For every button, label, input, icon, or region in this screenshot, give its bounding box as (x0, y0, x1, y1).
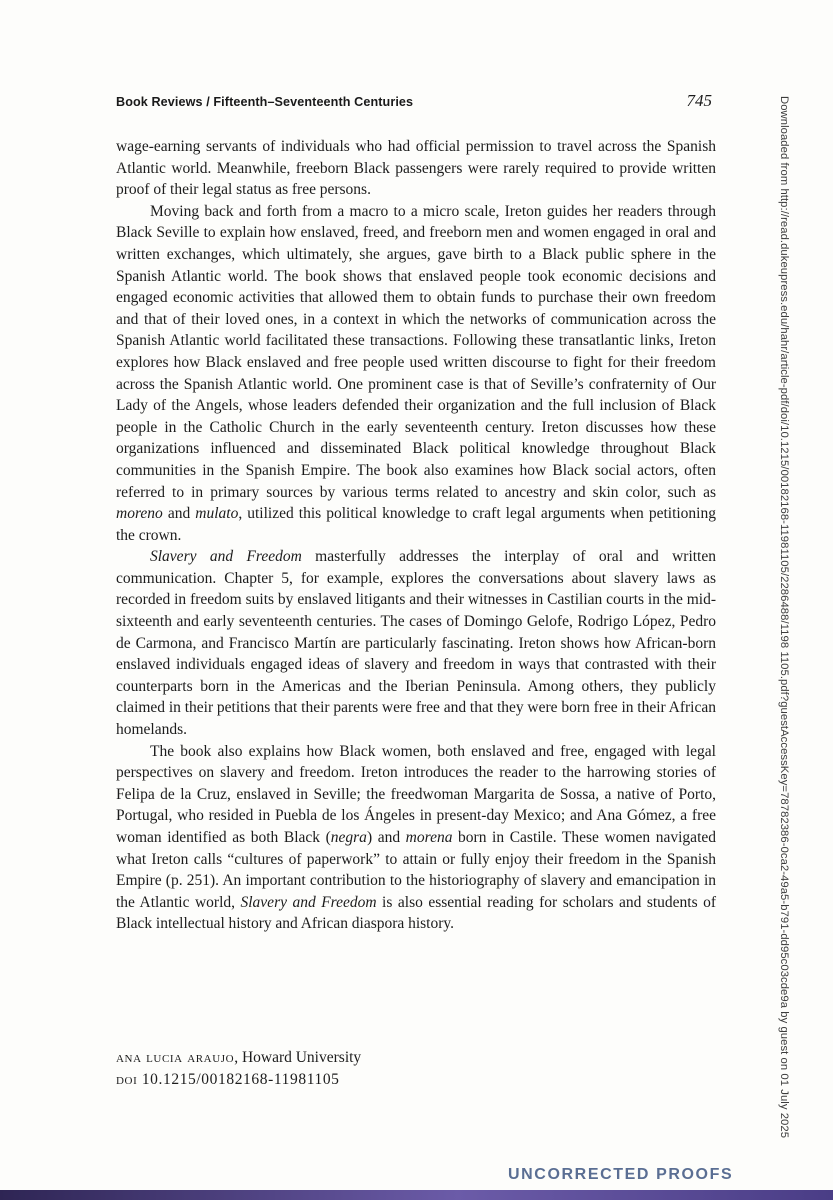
term-mulato: mulato (195, 505, 239, 523)
review-body (116, 136, 716, 935)
term-negra: negra (330, 829, 367, 846)
paragraph-1 (116, 136, 716, 201)
reviewer-line (116, 1047, 716, 1069)
uncorrected-proofs-label: UNCORRECTED PROOFS (508, 1166, 734, 1183)
term-morena: morena (405, 829, 453, 846)
paragraph-2 (116, 201, 716, 547)
paragraph-3-text: masterfully addresses the interplay of oral and written communication. Chapter 5, for example, explores the conversations about slavery laws as recorded in freedom suits by enslaved litigants and their witnesses in Castilian courts in the mid-sixteenth and early seventeenth centuries. The cases of Domingo Gelofe, Rodrigo López, Pedro de Carmona, and Francisco Martín are particularly fascinating. Ireton shows how African-born enslaved individuals engaged ideas of slavery and freedom in ways that contrasted with their counterparts born in the Americas and the Iberian Peninsula. Among others, they publicly claimed in their petitions that their parents were free and that they were born free in their African homelands. (116, 548, 716, 739)
paragraph-1-text: wage-earning servants of individuals who had official permission to travel across the Spanish Atlantic world. Meanwhile, freeborn Black passengers were rarely required to provide written proof of their legal status as free persons. (116, 138, 716, 199)
book-title-2: Slavery and Freedom (240, 893, 377, 911)
reviewer-affiliation: , Howard University (234, 1049, 362, 1066)
paragraph-3 (116, 546, 716, 740)
running-title: Book Reviews / Fifteenth–Seventeenth Centuries (116, 95, 414, 109)
paragraph-4-text-c: born in Castile. These women navigated what Ireton calls “cultures of paperwork” to attain or fully enjoy their freedom in the Spanish Empire (p. 251). An important contribution to the historiography of slavery and emancipation in the Atlantic world, (116, 829, 717, 911)
paragraph-4-text-d: is also essential reading for scholars and students of Black intellectual history and African diaspora history. (116, 893, 717, 933)
bottom-color-band (0, 1190, 833, 1200)
book-title: Slavery and Freedom (150, 548, 302, 566)
paragraph-4-text-a: The book also explains how Black women, both enslaved and free, engaged with legal perspectives on slavery and freedom. Ireton introduces the reader to the harrowing stories of Felipa de la Cruz, enslaved in Seville; the freedwoman Margarita de Sossa, a native of Porto, Portugal, who resided in Puebla de los Ángeles in present-day Mexico; and Ana Gómez, a free woman identified as both Black ( (116, 742, 716, 846)
paragraph-4 (116, 741, 716, 935)
download-watermark: Downloaded from http://read.dukeupress.edu/hahr/article-pdf/doi/10.1215/00182168-11981105/2286488/1198 1105.pdf?guestAccessKey=78782386-0ca2-49a5-b791-dd95c03cde9a by guest on 01 July 2025 (778, 96, 790, 1139)
paragraph-2-text-a: Moving back and forth from a macro to a micro scale, Ireton guides her readers through Black Seville to explain how enslaved, freed, and freeborn men and women engaged in oral and written exchanges, which ultimately, she argues, gave birth to a Black public sphere in the Spanish Atlantic world. The book shows that enslaved people took economic decisions and engaged economic activities that allowed them to obtain funds to purchase their own freedom and that of their loved ones, in a context in which the networks of communication across the Spanish Atlantic world facilitated these transactions. Following these transatlantic links, Ireton explores how Black enslaved and free people used written discourse to fight for their freedom across the Spanish Atlantic world. One prominent case is that of Seville’s confraternity of Our Lady of the Angels, whose leaders defended their organization and the full inclusion of Black people in the Catholic Church in the early seventeenth century. Ireton discusses how these organizations influenced and disseminated Black political knowledge throughout Black communities in the Spanish Empire. The book also examines how Black social actors, often referred to in primary sources by various terms related to ancestry and skin color, such as (116, 202, 716, 501)
reviewer-name: ana lucia araujo (116, 1049, 235, 1066)
paragraph-4-text-b: ) and (366, 829, 406, 846)
term-moreno: moreno (116, 505, 163, 523)
doi: doi 10.1215/00182168-11981105 (116, 1071, 340, 1088)
page-number: 745 (686, 91, 712, 110)
reviewer-signature (116, 1047, 716, 1091)
paragraph-2-text-c: , utilized this political knowledge to craft legal arguments when petitioning the crown. (116, 505, 716, 544)
running-head (116, 91, 712, 111)
paragraph-2-text-b: and (162, 505, 196, 523)
